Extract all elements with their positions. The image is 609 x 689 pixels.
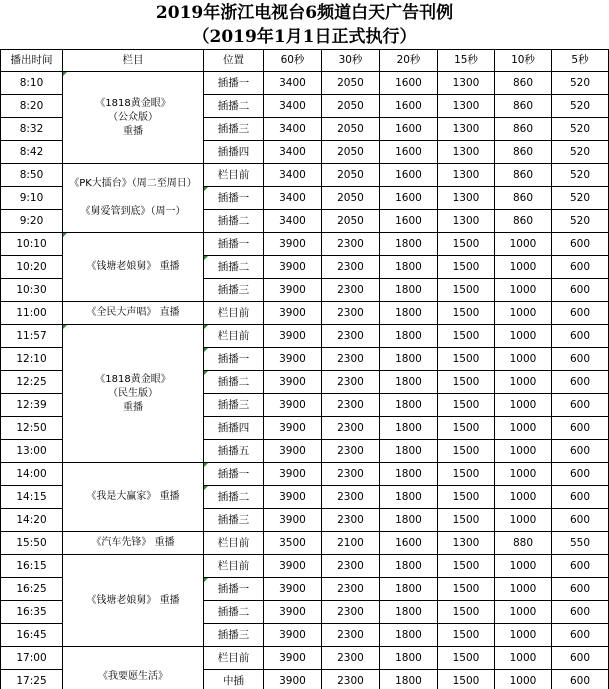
- broadcast-time: 8:10: [1, 72, 63, 95]
- price-cell: 520: [552, 164, 609, 187]
- price-cell: 1000: [495, 624, 552, 647]
- program-cell: [63, 463, 204, 532]
- program-cell: [63, 647, 204, 689]
- price-cell: 1800: [380, 440, 438, 463]
- price-cell: 600: [552, 325, 609, 348]
- broadcast-time: 16:35: [1, 601, 63, 624]
- price-cell: 860: [495, 164, 552, 187]
- price-cell: 600: [552, 302, 609, 325]
- price-cell: 3900: [264, 578, 322, 601]
- price-cell: 3900: [264, 233, 322, 256]
- price-cell: 3900: [264, 417, 322, 440]
- price-cell: 2050: [322, 118, 380, 141]
- price-cell: 3900: [264, 348, 322, 371]
- price-cell: 2300: [322, 486, 380, 509]
- price-cell: 1500: [438, 256, 495, 279]
- table-row: [1, 463, 609, 486]
- broadcast-time: 12:39: [1, 394, 63, 417]
- price-cell: 1500: [438, 509, 495, 532]
- price-cell: 1000: [495, 233, 552, 256]
- price-cell: 1500: [438, 279, 495, 302]
- price-cell: 600: [552, 417, 609, 440]
- table-row: [1, 325, 609, 348]
- price-cell: 1500: [438, 371, 495, 394]
- price-cell: 1500: [438, 348, 495, 371]
- program-cell: [63, 302, 204, 325]
- price-cell: 2300: [322, 256, 380, 279]
- price-cell: 520: [552, 141, 609, 164]
- table-row: [1, 302, 609, 325]
- column-header: 播出时间: [1, 50, 63, 72]
- price-cell: 3900: [264, 601, 322, 624]
- price-cell: 1000: [495, 486, 552, 509]
- program-cell: [63, 325, 204, 463]
- price-cell: 1800: [380, 463, 438, 486]
- slot-position: 插播二: [204, 95, 264, 118]
- price-cell: 1000: [495, 394, 552, 417]
- price-cell: 1000: [495, 578, 552, 601]
- slot-position: 插播一: [204, 578, 264, 601]
- price-cell: 1000: [495, 440, 552, 463]
- price-cell: 600: [552, 578, 609, 601]
- program-line: [65, 191, 201, 205]
- price-cell: 1600: [380, 118, 438, 141]
- price-cell: 600: [552, 279, 609, 302]
- price-cell: 1500: [438, 233, 495, 256]
- price-cell: 1800: [380, 670, 438, 689]
- price-cell: 2300: [322, 233, 380, 256]
- program-line: 《我要愿生活》: [98, 670, 168, 682]
- price-cell: 3900: [264, 325, 322, 348]
- broadcast-time: 10:10: [1, 233, 63, 256]
- price-cell: 1000: [495, 279, 552, 302]
- broadcast-time: 12:25: [1, 371, 63, 394]
- price-cell: 880: [495, 532, 552, 555]
- price-cell: 860: [495, 187, 552, 210]
- price-cell: 1500: [438, 647, 495, 670]
- price-cell: 2300: [322, 348, 380, 371]
- column-header: 20秒: [380, 50, 438, 72]
- broadcast-time: 13:00: [1, 440, 63, 463]
- price-cell: 1300: [438, 187, 495, 210]
- price-cell: 2300: [322, 624, 380, 647]
- broadcast-time: 15:50: [1, 532, 63, 555]
- price-cell: 1300: [438, 141, 495, 164]
- price-cell: 3400: [264, 118, 322, 141]
- slot-position: 中插: [204, 670, 264, 689]
- table-row: [1, 647, 609, 670]
- column-header: 60秒: [264, 50, 322, 72]
- slot-position: 插播一: [204, 72, 264, 95]
- sheet-subtitle: （2019年1月1日正式执行）: [192, 27, 417, 47]
- price-cell: 860: [495, 72, 552, 95]
- price-cell: 860: [495, 210, 552, 233]
- slot-position: 栏目前: [204, 164, 264, 187]
- price-cell: 2300: [322, 417, 380, 440]
- broadcast-time: 11:00: [1, 302, 63, 325]
- price-cell: 3900: [264, 440, 322, 463]
- slot-position: 插播五: [204, 440, 264, 463]
- program-line: 《钱塘老娘舅》 重播: [86, 594, 180, 606]
- rate-card-sheet: [0, 49, 609, 689]
- price-cell: 2050: [322, 95, 380, 118]
- price-cell: 1800: [380, 647, 438, 670]
- program-line: 重播: [123, 125, 143, 137]
- program-line: 《汽车先锋》 重播: [91, 537, 175, 548]
- price-cell: 1300: [438, 72, 495, 95]
- program-line: 《钱塘老娘舅》 重播: [86, 261, 180, 272]
- price-cell: 1600: [380, 532, 438, 555]
- slot-position: 栏目前: [204, 302, 264, 325]
- price-cell: 2300: [322, 463, 380, 486]
- broadcast-time: 11:57: [1, 325, 63, 348]
- price-cell: 2050: [322, 72, 380, 95]
- price-cell: 3900: [264, 624, 322, 647]
- slot-position: 插播三: [204, 394, 264, 417]
- price-cell: 2300: [322, 302, 380, 325]
- price-cell: 1800: [380, 509, 438, 532]
- price-cell: 2050: [322, 187, 380, 210]
- price-cell: 1000: [495, 647, 552, 670]
- program-line: 《PK大擂台》（周二至周日）: [69, 178, 197, 189]
- price-cell: 1800: [380, 302, 438, 325]
- price-cell: 2300: [322, 394, 380, 417]
- program-cell: [63, 72, 204, 164]
- price-cell: 3900: [264, 486, 322, 509]
- column-header: 位置: [204, 50, 264, 72]
- broadcast-time: 17:25: [1, 670, 63, 689]
- program-cell: [63, 164, 204, 233]
- price-cell: 3900: [264, 670, 322, 689]
- table-row: [1, 532, 609, 555]
- price-cell: 1000: [495, 601, 552, 624]
- price-cell: 1000: [495, 555, 552, 578]
- price-cell: 1000: [495, 417, 552, 440]
- price-cell: 1800: [380, 233, 438, 256]
- price-cell: 1300: [438, 532, 495, 555]
- broadcast-time: 12:50: [1, 417, 63, 440]
- price-cell: 600: [552, 509, 609, 532]
- price-cell: 3400: [264, 187, 322, 210]
- price-cell: 2300: [322, 440, 380, 463]
- sheet-title: 2019年浙江电视台6频道白天广告刊例: [155, 3, 454, 23]
- price-cell: 3900: [264, 279, 322, 302]
- price-cell: 1800: [380, 371, 438, 394]
- price-cell: 1600: [380, 164, 438, 187]
- broadcast-time: 12:10: [1, 348, 63, 371]
- price-cell: 2300: [322, 555, 380, 578]
- price-cell: 3400: [264, 164, 322, 187]
- price-cell: 1300: [438, 164, 495, 187]
- price-cell: 1500: [438, 463, 495, 486]
- program-line: 《1818黄金眼》: [95, 97, 171, 109]
- slot-position: 插播三: [204, 624, 264, 647]
- program-line: 《1818黄金眼》: [95, 373, 171, 385]
- price-cell: 1800: [380, 325, 438, 348]
- table-row: [1, 233, 609, 256]
- program-line: [65, 656, 201, 670]
- slot-position: 插播一: [204, 348, 264, 371]
- table-row: [1, 72, 609, 95]
- price-cell: 1000: [495, 509, 552, 532]
- price-cell: 1000: [495, 256, 552, 279]
- price-cell: 1500: [438, 302, 495, 325]
- slot-position: 插播二: [204, 486, 264, 509]
- price-cell: 1500: [438, 325, 495, 348]
- program-line: 重播: [123, 401, 143, 413]
- price-cell: 600: [552, 463, 609, 486]
- price-cell: 1800: [380, 555, 438, 578]
- price-cell: 520: [552, 187, 609, 210]
- slot-position: 栏目前: [204, 555, 264, 578]
- price-cell: 1600: [380, 95, 438, 118]
- price-cell: 2300: [322, 279, 380, 302]
- price-cell: 600: [552, 624, 609, 647]
- price-cell: 600: [552, 601, 609, 624]
- price-cell: 2300: [322, 601, 380, 624]
- price-cell: 3900: [264, 371, 322, 394]
- price-cell: 1500: [438, 578, 495, 601]
- price-cell: 3900: [264, 256, 322, 279]
- program-cell: [63, 532, 204, 555]
- price-cell: 1000: [495, 348, 552, 371]
- price-cell: 600: [552, 670, 609, 689]
- broadcast-time: 8:50: [1, 164, 63, 187]
- price-cell: 600: [552, 394, 609, 417]
- price-cell: 2050: [322, 210, 380, 233]
- price-cell: 1500: [438, 417, 495, 440]
- price-cell: 2300: [322, 578, 380, 601]
- broadcast-time: 16:15: [1, 555, 63, 578]
- table-body: [1, 50, 609, 689]
- slot-position: 插播四: [204, 141, 264, 164]
- price-cell: 1600: [380, 141, 438, 164]
- slot-position: 插播二: [204, 210, 264, 233]
- broadcast-time: 10:20: [1, 256, 63, 279]
- column-header: 15秒: [438, 50, 495, 72]
- price-cell: 2050: [322, 141, 380, 164]
- program-line: 《全民大声唱》 直播: [86, 307, 180, 318]
- price-cell: 1500: [438, 394, 495, 417]
- price-cell: 1800: [380, 601, 438, 624]
- price-cell: 1800: [380, 279, 438, 302]
- slot-position: 插播一: [204, 463, 264, 486]
- price-cell: 1500: [438, 670, 495, 689]
- price-cell: 520: [552, 95, 609, 118]
- broadcast-time: 9:20: [1, 210, 63, 233]
- price-cell: 520: [552, 210, 609, 233]
- slot-position: 插播一: [204, 233, 264, 256]
- price-cell: 3900: [264, 394, 322, 417]
- table-row: [1, 164, 609, 187]
- broadcast-time: 14:20: [1, 509, 63, 532]
- price-cell: 1600: [380, 187, 438, 210]
- price-cell: 1300: [438, 95, 495, 118]
- price-cell: 600: [552, 647, 609, 670]
- slot-position: 插播三: [204, 279, 264, 302]
- price-cell: 3500: [264, 532, 322, 555]
- header-row: [1, 50, 609, 72]
- price-cell: 2050: [322, 164, 380, 187]
- broadcast-time: 10:30: [1, 279, 63, 302]
- program-line: 《我是大赢家》 重播: [86, 491, 180, 502]
- price-cell: 1800: [380, 256, 438, 279]
- price-cell: 3900: [264, 463, 322, 486]
- slot-position: 栏目前: [204, 647, 264, 670]
- slot-position: 栏目前: [204, 532, 264, 555]
- price-cell: 2100: [322, 532, 380, 555]
- price-cell: 1000: [495, 670, 552, 689]
- price-cell: 600: [552, 256, 609, 279]
- price-cell: 1000: [495, 371, 552, 394]
- program-cell: [63, 555, 204, 647]
- column-header: 5秒: [552, 50, 609, 72]
- price-cell: 550: [552, 532, 609, 555]
- price-cell: 520: [552, 72, 609, 95]
- slot-position: 插播三: [204, 509, 264, 532]
- broadcast-time: 8:20: [1, 95, 63, 118]
- price-cell: 1800: [380, 486, 438, 509]
- program-line: （公众版）: [108, 111, 158, 123]
- slot-position: 插播四: [204, 417, 264, 440]
- price-cell: 1600: [380, 72, 438, 95]
- rate-card-table: [0, 49, 609, 689]
- column-header: 栏目: [63, 50, 204, 72]
- price-cell: 1000: [495, 463, 552, 486]
- price-cell: 3400: [264, 210, 322, 233]
- broadcast-time: 16:45: [1, 624, 63, 647]
- price-cell: 3400: [264, 72, 322, 95]
- price-cell: 1600: [380, 210, 438, 233]
- program-cell: [63, 233, 204, 302]
- price-cell: 520: [552, 118, 609, 141]
- price-cell: 1800: [380, 624, 438, 647]
- price-cell: 1500: [438, 601, 495, 624]
- broadcast-time: 9:10: [1, 187, 63, 210]
- program-line: （民生版）: [108, 387, 158, 399]
- broadcast-time: 14:15: [1, 486, 63, 509]
- price-cell: 3400: [264, 95, 322, 118]
- price-cell: 860: [495, 95, 552, 118]
- price-cell: 600: [552, 233, 609, 256]
- price-cell: 3400: [264, 141, 322, 164]
- price-cell: 600: [552, 348, 609, 371]
- price-cell: 1000: [495, 325, 552, 348]
- price-cell: 1300: [438, 118, 495, 141]
- price-cell: 2300: [322, 325, 380, 348]
- price-cell: 1800: [380, 348, 438, 371]
- table-row: [1, 555, 609, 578]
- price-cell: 600: [552, 555, 609, 578]
- price-cell: 600: [552, 486, 609, 509]
- price-cell: 2300: [322, 509, 380, 532]
- price-cell: 1800: [380, 578, 438, 601]
- price-cell: 1800: [380, 417, 438, 440]
- column-header: 30秒: [322, 50, 380, 72]
- price-cell: 1500: [438, 440, 495, 463]
- slot-position: 栏目前: [204, 325, 264, 348]
- price-cell: 600: [552, 440, 609, 463]
- price-cell: 3900: [264, 555, 322, 578]
- price-cell: 2300: [322, 647, 380, 670]
- price-cell: 3900: [264, 302, 322, 325]
- price-cell: 1800: [380, 394, 438, 417]
- slot-position: 插播三: [204, 118, 264, 141]
- price-cell: 3900: [264, 647, 322, 670]
- price-cell: 860: [495, 118, 552, 141]
- broadcast-time: 8:32: [1, 118, 63, 141]
- slot-position: 插播一: [204, 187, 264, 210]
- broadcast-time: 17:00: [1, 647, 63, 670]
- price-cell: 1500: [438, 555, 495, 578]
- broadcast-time: 14:00: [1, 463, 63, 486]
- price-cell: 1000: [495, 302, 552, 325]
- column-header: 10秒: [495, 50, 552, 72]
- slot-position: 插播二: [204, 256, 264, 279]
- broadcast-time: 16:25: [1, 578, 63, 601]
- broadcast-time: 8:42: [1, 141, 63, 164]
- slot-position: 插播二: [204, 601, 264, 624]
- slot-position: 插播二: [204, 371, 264, 394]
- price-cell: 600: [552, 371, 609, 394]
- price-cell: 1500: [438, 486, 495, 509]
- price-cell: 1300: [438, 210, 495, 233]
- price-cell: 2300: [322, 371, 380, 394]
- price-cell: 1500: [438, 624, 495, 647]
- price-cell: 3900: [264, 509, 322, 532]
- program-line: 《舅爱管到底》（周一）: [80, 206, 186, 217]
- price-cell: 2300: [322, 670, 380, 689]
- price-cell: 860: [495, 141, 552, 164]
